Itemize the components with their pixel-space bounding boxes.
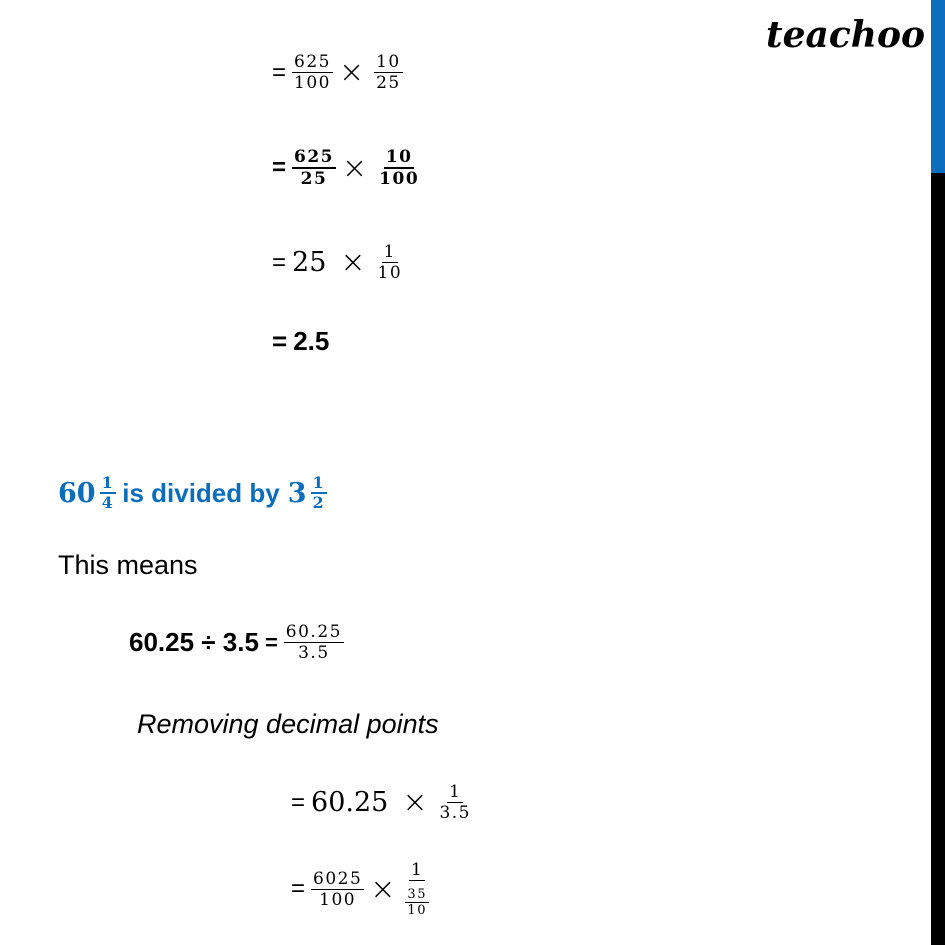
equals-sign: = (272, 154, 287, 181)
denominator: 10 (377, 263, 403, 283)
fraction (100, 474, 117, 512)
fraction (284, 622, 344, 663)
equals-sign: = (264, 629, 278, 655)
fraction (292, 147, 336, 189)
fraction (374, 52, 403, 93)
fraction (377, 147, 421, 189)
step-line-1 (272, 52, 403, 93)
denominator: 10 (407, 903, 427, 918)
equals-sign: = (291, 788, 306, 816)
teachoo-logo: teachoo (766, 14, 925, 56)
equals-sign: = (272, 326, 288, 356)
equals-sign: = (291, 875, 306, 902)
fraction (311, 869, 364, 910)
step-line-2 (272, 147, 421, 189)
fraction (437, 782, 473, 823)
nested-denominator (405, 883, 429, 918)
sidebar-accent-black (931, 173, 945, 945)
note-text: Removing decimal points (137, 709, 439, 739)
numerator: 1 (449, 782, 462, 802)
numerator: 1 (383, 242, 396, 262)
denominator: 100 (294, 73, 331, 93)
step-line-result (272, 326, 329, 357)
denominator: 4 (101, 493, 115, 512)
numerator: 625 (294, 147, 335, 167)
numerator: 1 (411, 860, 424, 880)
fraction (311, 474, 328, 512)
complex-fraction (405, 860, 429, 918)
division-expression (129, 622, 344, 663)
fraction (292, 52, 333, 93)
denominator: 2 (312, 493, 326, 512)
numerator: 10 (376, 52, 401, 72)
denominator: 25 (376, 73, 401, 93)
times-icon: × (342, 150, 368, 186)
denominator: 3.5 (298, 643, 330, 663)
times-icon: × (340, 245, 366, 280)
equals-sign: = (272, 248, 287, 276)
equals-sign: = (272, 58, 287, 86)
numerator: 1 (101, 473, 115, 492)
heading-text: is divided by (122, 477, 280, 508)
value: 60.25 (311, 787, 389, 818)
times-icon: × (370, 871, 396, 907)
result-value: 2.5 (293, 326, 330, 356)
denominator: 25 (300, 169, 328, 189)
sidebar-accent-blue (931, 0, 945, 173)
intro-text: This means (58, 550, 198, 580)
times-icon: × (402, 785, 428, 820)
step-line-4 (291, 782, 473, 823)
step-line-5 (291, 860, 429, 918)
numerator: 10 (385, 147, 413, 167)
fraction (376, 242, 405, 283)
denominator: 3.5 (439, 803, 471, 823)
times-icon: × (338, 55, 365, 90)
numerator: 1 (312, 473, 326, 492)
step-line-3 (272, 242, 404, 283)
denominator: 100 (379, 169, 420, 189)
value: 25 (292, 247, 327, 278)
numerator: 60.25 (285, 622, 342, 642)
numerator: 35 (407, 887, 427, 902)
mixed-whole: 3 (287, 477, 307, 509)
section-heading (58, 474, 327, 512)
numerator: 6025 (313, 868, 363, 889)
mixed-whole: 60 (58, 477, 96, 509)
denominator: 100 (319, 889, 357, 910)
numerator: 625 (294, 52, 331, 72)
expression-lhs: 60.25 ÷ 3.5 (129, 627, 259, 657)
fraction (405, 887, 429, 918)
